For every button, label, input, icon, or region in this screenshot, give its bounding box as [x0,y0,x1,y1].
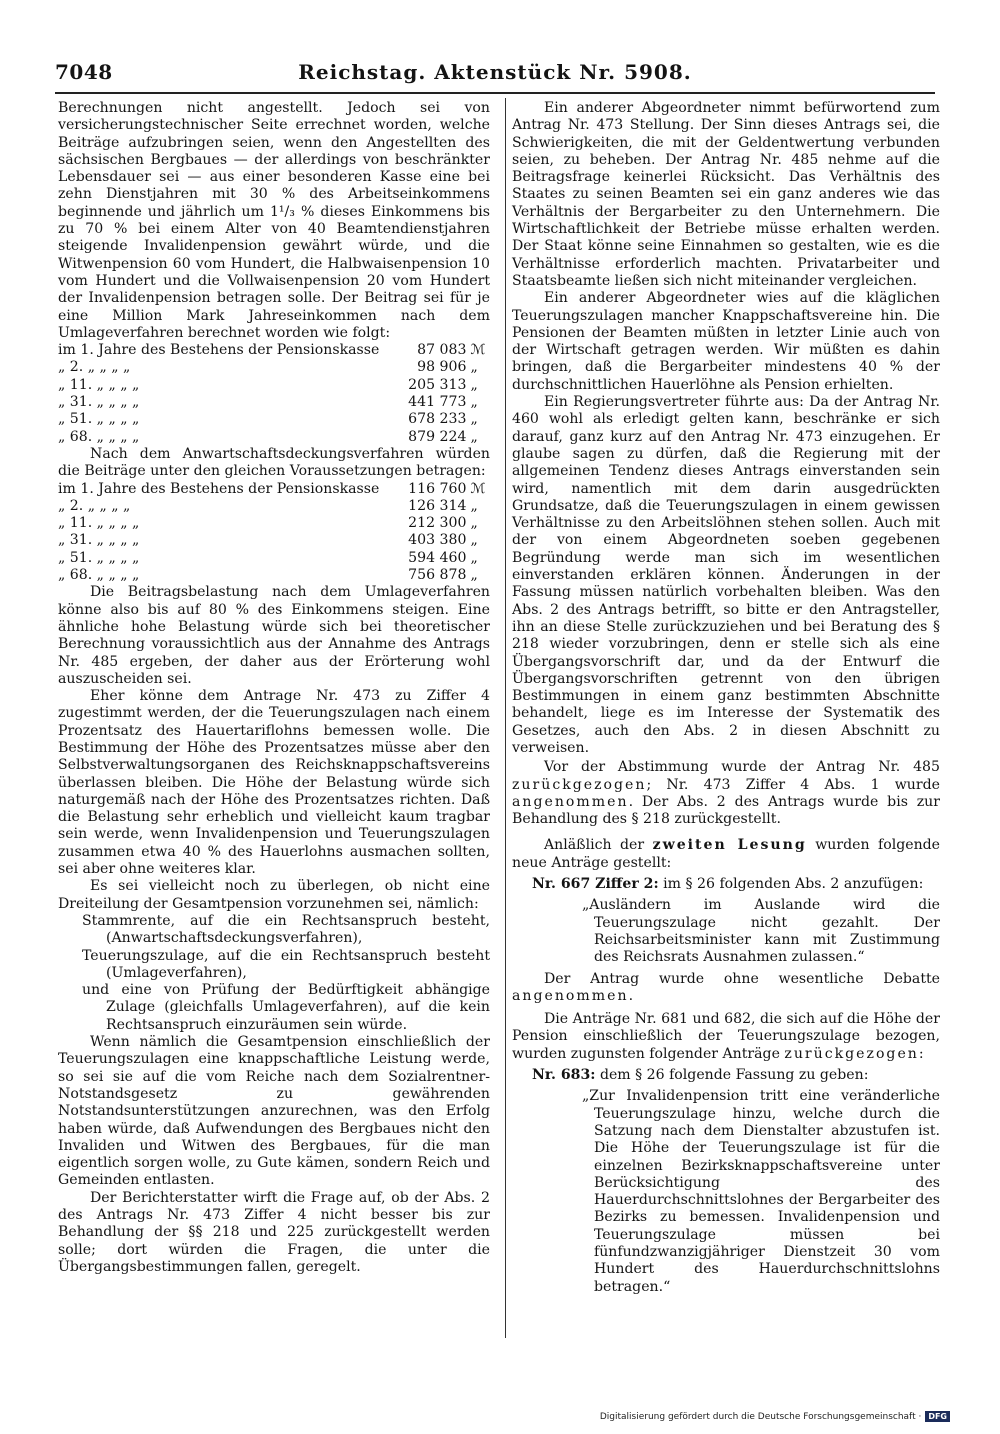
motion-667 [512,876,940,893]
list-item: und eine von Prüfung der Bedürftigkeit abhängige Zulage (gleichfalls Umlageverfahren), auf die kein Rechtsanspruch einzuräumen sein würde. [82,982,490,1033]
paragraph: Wenn nämlich die Gesamtpension einschließlich der Teuerungszulagen eine knappschaftliche Leistung werde, so sei sie auf die vom Reiche nach dem Sozialrentner-Notstandsgesetz zu gewährenden Notstandsunterstützungen anzurechnen, was den Erfolg haben würde, daß Aufwendungen des Bergbaues nicht den Invaliden und Witwen des Bergbaues, für die man eigentlich sorgen wolle, zu Gute kämen, sondern Reich und Gemeinden entlasten. [58,1034,490,1189]
row-label: „ 51. „ „ „ „ [58,549,140,566]
text-run: wurden folgende neue Anträge gestellt: [512,837,941,871]
table-row [58,429,490,446]
paragraph: Die Beitragsbelastung nach dem Umlageverfahren könne also bis auf 80 % des Einkommens steigen. Eine ähnliche hohe Belastung würde sich bei theoretischer Berechnung voraussichtlich aus der Annahme des Antrags Nr. 485 ergeben, der daher aus der Erörterung wohl auszuscheiden sei. [58,584,490,687]
column-divider [505,98,506,1338]
row-value: 205 313 [408,376,467,393]
motion-text: dem § 26 folgende Fassung zu geben: [599,1067,869,1084]
row-label: „ 11. „ „ „ „ [58,376,140,393]
row-value: 756 878 [408,567,467,584]
paragraph: Ein anderer Abgeordneter wies auf die kläglichen Teuerungszulagen mancher Knappschaftsvereine hin. Die Pensionen der Beamten müßten in letzter Linie auch von der Wirtschaft getragen werden. Wir müßten es dahin bringen, daß die Bergarbeiter mindestens 40 % der durchschnittlichen Hauerlöhne als Pension erhielten. [512,290,940,393]
motion-text: im § 26 folgenden Abs. 2 anzufügen: [663,876,924,893]
table-row [58,377,490,394]
page-header [55,58,935,90]
table-row [58,550,490,567]
right-column [512,100,940,1296]
row-unit: „ [470,532,478,549]
row-label: „ 2. „ „ „ „ [58,497,131,514]
running-title: Reichstag. Aktenstück Nr. 5908. [298,60,692,84]
row-unit: ℳ [470,342,486,359]
row-value: 594 460 [408,549,467,566]
row-unit: „ [470,497,478,514]
row-label: „ 51. „ „ „ „ [58,411,140,428]
paragraph [512,837,940,872]
page-number: 7048 [55,60,113,84]
row-unit: „ [470,376,478,393]
row-value: 126 314 [408,497,467,514]
row-value: 87 083 [417,342,467,359]
text-run: Der Antrag wurde ohne wesentliche Debatte [544,970,940,987]
footer-credit [600,1411,950,1422]
table-row [58,515,490,532]
row-value: 678 233 [408,411,467,428]
text-run: ; Nr. 473 Ziffer 4 Abs. 1 wurde [646,776,940,793]
text-run: . Der Abs. 2 des Antrags wurde bis zur Behandlung des § 218 zurückgestellt. [512,793,940,828]
row-label: im 1. Jahre des Bestehens der Pensionskasse [58,342,380,359]
row-label: „ 68. „ „ „ „ [58,428,140,445]
table-row [58,411,490,428]
text-run: : [918,1045,924,1062]
row-label: „ 31. „ „ „ „ [58,532,140,549]
table-row [58,359,490,376]
header-rule [55,92,935,94]
paragraph: Nach dem Anwartschaftsdeckungsverfahren würden die Beiträge unter den gleichen Voraussetzungen betragen: [58,445,490,480]
emphasis: zurückgezogen [512,776,647,793]
paragraph: Es sei vielleicht noch zu überlegen, ob nicht eine Dreiteilung der Gesamtpension vorzunehmen sei, nämlich: [58,878,490,912]
emphasis: angenommen [512,987,629,1004]
row-unit: „ [470,549,478,566]
row-value: 212 300 [408,515,467,532]
left-column [58,100,490,1276]
table-row [58,394,490,411]
motion-683 [512,1067,940,1084]
emphasis: angenommen [512,793,629,810]
text-run: Die Anträge Nr. 681 und 682, die sich auf die Höhe der Pension einschließlich der Teuerungszulage bezogen, wurden zugunsten folgender Anträge [512,1011,940,1062]
list-item: Teuerungszulage, auf die ein Rechtsanspruch besteht (Umlageverfahren), [82,947,490,981]
paragraph: Ein Regierungsvertreter führte aus: Da der Antrag Nr. 460 wohl als erledigt gelten kann, beschränke er sich darauf, ganz kurz auf den Antrag Nr. 473 einzugehen. Er glaube sagen zu dürfen, daß die Regierung mit der allgemeinen Tendenz dieses Antrags einverstanden sein wird, namentlich mit dem darin ausgedrückten Grundsatze, daß die Teuerungszulagen in einem gewissen Verhältnisse zu den Arbeitslöhnen stehen sollen. Auch mit der von einem Abgeordneten soeben gegebenen Begründung werde man sich im wesentlichen einverstanden erklären können. Änderungen in der Fassung müssen natürlich vorbehalten bleiben. Was den Abs. 2 des Antrags betrifft, so bitte er den Antragsteller, ihn an diese Stelle zurückzuziehen und bei Beratung des § 218 wieder vorzubringen, denn er stelle sich als eine Übergangsvorschrift dar, und da der Entwurf die Übergangsvorschriften getrennt von den übrigen Bestimmungen in einem ganz bestimmten Abschnitte behandelt, liege es im Interesse der Systematik des Gesetzes, auch den Abs. 2 in diesen Abschnitt zu verweisen. [512,394,940,756]
contribution-table-umlage [58,342,490,446]
row-unit: „ [470,428,478,445]
table-row [58,567,490,584]
row-value: 879 224 [408,428,467,445]
text-run: Vor der Abstimmung wurde der Antrag Nr. 485 [544,759,940,776]
row-unit: „ [470,359,478,376]
row-unit: ℳ [470,480,486,497]
table-row [58,532,490,549]
row-label: „ 11. „ „ „ „ [58,515,140,532]
emphasis: zurückgezogen [784,1045,919,1062]
paragraph [512,1011,940,1063]
row-value: 116 760 [408,480,467,497]
table-row [58,481,490,498]
table-row [58,342,490,359]
motion-label: Nr. 683: [532,1067,596,1084]
contribution-table-anwartschaft [58,481,490,585]
row-unit: „ [470,411,478,428]
dfg-logo: DFG [925,1411,950,1422]
row-value: 441 773 [408,394,467,411]
row-label: „ 68. „ „ „ „ [58,567,140,584]
row-unit: „ [470,567,478,584]
row-label: „ 31. „ „ „ „ [58,394,140,411]
text-run: . [628,987,634,1004]
paragraph: Eher könne dem Antrage Nr. 473 zu Ziffer 4 zugestimmt werden, der die Teuerungszulagen nach einem Prozentsatz des Hauertariflohns bemessen wolle. Die Bestimmung der Höhe des Prozentsatzes müsse aber den Selbstverwaltungsorganen des Reichsknappschaftsvereins überlassen bleiben. Die Höhe der Belastung würde sich naturgemäß nach der Höhe des Prozentsatzes richten. Daß die Belastung sehr erheblich und vielleicht kaum tragbar sein werde, wenn Invalidenpension und Teuerungszulagen zusammen etwa 40 % des Hauerlohns ausmachen sollten, sei aber ohne weiteres klar. [58,688,490,878]
quoted-text: „Ausländern im Auslande wird die Teuerungszulage nicht gezahlt. Der Reichsarbeitsminister kann mit Zustimmung des Reichsrats Ausnahmen zulassen.“ [582,897,940,966]
list-item: Stammrente, auf die ein Rechtsanspruch besteht, (Anwartschaftsdeckungsverfahren), [82,912,490,947]
row-value: 403 380 [408,532,467,549]
row-label: im 1. Jahre des Bestehens der Pensionskasse [58,480,380,497]
footer-text: Digitalisierung gefördert durch die Deutsche Forschungsgemeinschaft · [599,1411,922,1422]
section-emphasis: zweiten Lesung [652,837,807,854]
text-run: Anläßlich der [544,837,645,854]
row-unit: „ [470,394,478,411]
row-unit: „ [470,515,478,532]
motion-label: Nr. 667 Ziffer 2: [532,876,659,893]
paragraph: Ein anderer Abgeordneter nimmt befürwortend zum Antrag Nr. 473 Stellung. Der Sinn dieses Antrags sei, die Schwierigkeiten, die mit der Geldentwertung verbunden seien, zu beheben. Der Antrag Nr. 485 nehme auf die Beitragsfrage keinerlei Rücksicht. Das Verhältnis des Staates zu seinen Beamten sei ein ganz anderes wie das Verhältnis der Bergarbeiter zu den Unternehmern. Die Wirtschaftlichkeit der Betriebe müsse erhalten werden. Der Staat könne seine Einnahmen so gestalten, wie es die Verhältnisse erforderlich machten. Privatarbeiter und Staatsbeamte ließen sich nicht miteinander vergleichen. [512,100,940,289]
paragraph [512,971,940,1006]
row-value: 98 906 [417,359,467,376]
table-row [58,498,490,515]
paragraph: Der Berichterstatter wirft die Frage auf, ob der Abs. 2 des Antrags Nr. 473 Ziffer 4 nicht besser bis zur Behandlung der §§ 218 und 225 zurückgestellt werden solle; dort würden die Fragen, die unter die Übergangsbestimmungen fallen, geregelt. [58,1189,490,1275]
quoted-text: „Zur Invalidenpension tritt eine veränderliche Teuerungszulage hinzu, welche durch die Satzung nach dem Dienstalter abzustufen ist. Die Höhe der Teuerungszulage ist für die einzelnen Bezirksknappschaftsvereine unter Berücksichtigung des Hauerdurchschnittslohnes der Bergarbeiter des Bezirks zu bemessen. Invalidenpension und Teuerungszulage müssen bei fünfundzwanzigjähriger Dienstzeit 30 vom Hundert des Hauerdurchschnittslohns betragen.“ [582,1088,940,1295]
row-label: „ 2. „ „ „ „ [58,359,131,376]
paragraph: Berechnungen nicht angestellt. Jedoch sei von versicherungstechnischer Seite errechnet worden, welche Beiträge aufzubringen seien, wenn den Angestellten des sächsischen Bergbaues — der allerdings von beschränkter Lebensdauer sei — aus einer besonderen Kasse eine bei zehn Dienstjahren mit 30 % des Arbeitseinkommens beginnende und jährlich um 1¹/₃ % dieses Einkommens bis zu 70 % bei einem Alter von 40 Beamtendienstjahren steigende Invalidenpension gewährt würde, und die Witwenpension 60 vom Hundert, die Halbwaisenpension 10 vom Hundert und die Vollwaisenpension 20 vom Hundert der Invalidenpension betragen solle. Der Beitrag sei für je eine Million Mark Jahreseinkommen nach dem Umlageverfahren berechnet worden wie folgt: [58,100,490,341]
paragraph [512,759,940,828]
